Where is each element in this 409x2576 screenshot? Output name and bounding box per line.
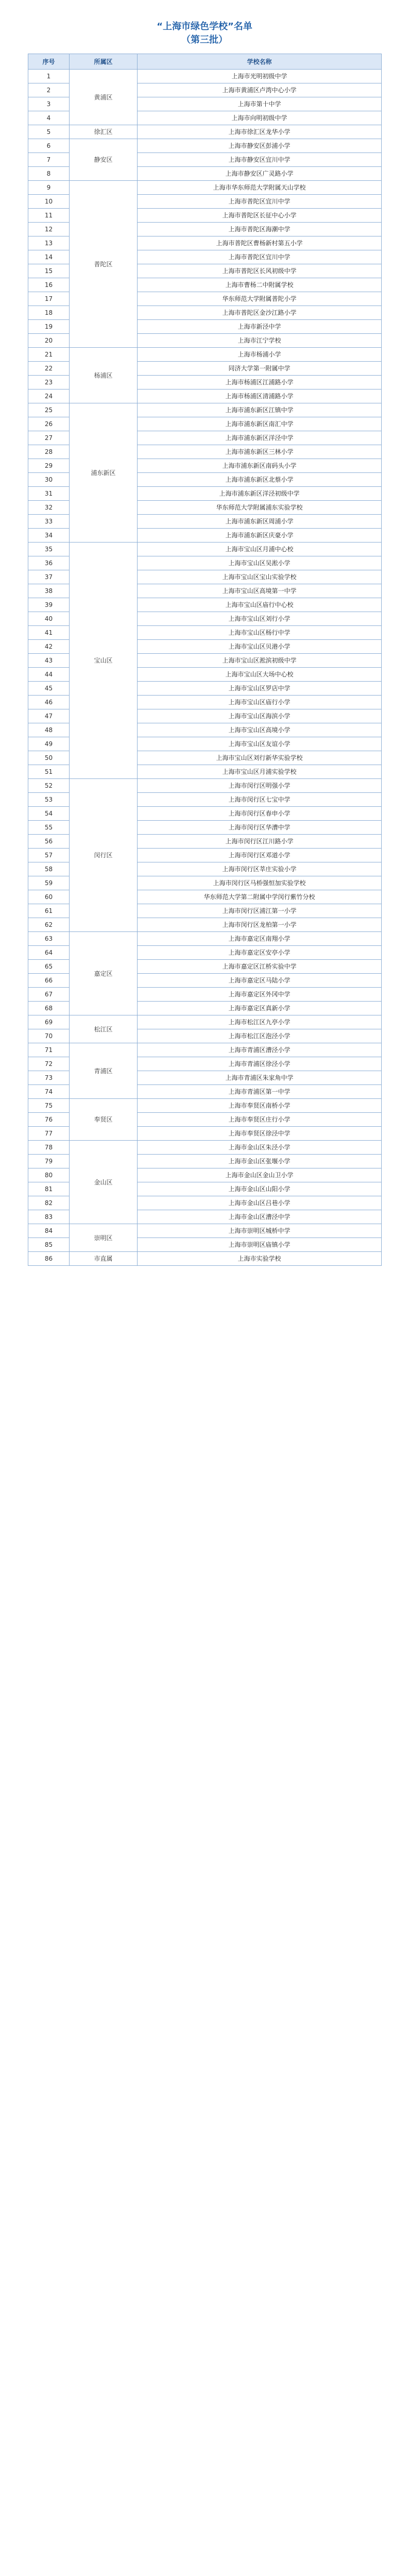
- row-index: 54: [28, 807, 70, 821]
- row-index: 36: [28, 556, 70, 570]
- row-index: 15: [28, 264, 70, 278]
- row-school-name: 上海市宝山区杨行中学: [138, 626, 382, 640]
- row-index: 75: [28, 1099, 70, 1113]
- row-index: 71: [28, 1043, 70, 1057]
- row-school-name: 上海市浦东新区三林小学: [138, 445, 382, 459]
- row-index: 62: [28, 918, 70, 932]
- row-index: 55: [28, 821, 70, 835]
- row-school-name: 上海市浦东新区洋泾中学: [138, 431, 382, 445]
- row-index: 69: [28, 1015, 70, 1029]
- row-school-name: 上海市闵行区邓道小学: [138, 849, 382, 862]
- row-school-name: 上海市宝山区大场中心校: [138, 668, 382, 682]
- row-school-name: 上海市嘉定区江桥实验中学: [138, 960, 382, 974]
- row-school-name: 上海市金山区朱泾小学: [138, 1141, 382, 1155]
- row-index: 49: [28, 737, 70, 751]
- row-district: 杨浦区: [70, 348, 138, 403]
- row-school-name: 上海市普陀区曹杨新村第五小学: [138, 236, 382, 250]
- row-index: 23: [28, 376, 70, 389]
- row-school-name: 上海市普陀区宜川中学: [138, 195, 382, 209]
- table-body: [28, 70, 382, 1266]
- row-district: 崇明区: [70, 1224, 138, 1252]
- row-index: 11: [28, 209, 70, 223]
- row-index: 6: [28, 139, 70, 153]
- row-school-name: 上海市普陀区金沙江路小学: [138, 306, 382, 320]
- row-school-name: 上海市宝山区刘行小学: [138, 612, 382, 626]
- row-school-name: 上海市崇明区城桥中学: [138, 1224, 382, 1238]
- row-index: 31: [28, 487, 70, 501]
- header-school-name: 学校名称: [138, 54, 382, 70]
- row-school-name: 上海市杨浦区清浦路小学: [138, 389, 382, 403]
- row-index: 80: [28, 1168, 70, 1182]
- row-school-name: 上海市静安区广灵路小学: [138, 167, 382, 181]
- row-index: 72: [28, 1057, 70, 1071]
- row-index: 78: [28, 1141, 70, 1155]
- row-index: 17: [28, 292, 70, 306]
- row-school-name: 上海市闵行区马桥强恒加实验学校: [138, 876, 382, 890]
- table-row: [28, 139, 382, 153]
- header-district: 所属区: [70, 54, 138, 70]
- row-school-name: 上海市闵行区明强小学: [138, 779, 382, 793]
- row-school-name: 上海市第十中学: [138, 97, 382, 111]
- row-index: 82: [28, 1196, 70, 1210]
- row-index: 8: [28, 167, 70, 181]
- row-district: 宝山区: [70, 543, 138, 779]
- row-school-name: 上海市宝山区吴淞小学: [138, 556, 382, 570]
- row-school-name: 上海市杨浦区江浦路小学: [138, 376, 382, 389]
- table-row: [28, 1099, 382, 1113]
- table-row: [28, 1015, 382, 1029]
- row-index: 3: [28, 97, 70, 111]
- row-index: 2: [28, 83, 70, 97]
- row-school-name: 上海市普陀区长征中心小学: [138, 209, 382, 223]
- row-index: 67: [28, 988, 70, 1002]
- row-school-name: 上海市华东师范大学附属天山学校: [138, 181, 382, 195]
- row-index: 52: [28, 779, 70, 793]
- row-index: 81: [28, 1182, 70, 1196]
- row-district: 静安区: [70, 139, 138, 181]
- row-index: 66: [28, 974, 70, 988]
- row-school-name: 上海市徐汇区龙华小学: [138, 125, 382, 139]
- row-index: 61: [28, 904, 70, 918]
- row-school-name: 上海市闵行区龙柏第一小学: [138, 918, 382, 932]
- row-index: 37: [28, 570, 70, 584]
- row-index: 41: [28, 626, 70, 640]
- row-index: 85: [28, 1238, 70, 1252]
- table-row: [28, 348, 382, 362]
- row-index: 65: [28, 960, 70, 974]
- row-index: 45: [28, 682, 70, 696]
- row-index: 46: [28, 696, 70, 709]
- row-school-name: 上海市浦东新区江镇中学: [138, 403, 382, 417]
- row-school-name: 上海市闵行区浦江第一小学: [138, 904, 382, 918]
- row-school-name: 上海市闵行区七宝中学: [138, 793, 382, 807]
- row-index: 63: [28, 932, 70, 946]
- row-school-name: 上海市静安区彭浦小学: [138, 139, 382, 153]
- row-school-name: 上海市金山区张堰小学: [138, 1155, 382, 1168]
- table-row: [28, 181, 382, 195]
- row-index: 7: [28, 153, 70, 167]
- row-school-name: 上海市宝山区贝港小学: [138, 640, 382, 654]
- row-school-name: 上海市青浦区漕泾小学: [138, 1043, 382, 1057]
- row-district: 浦东新区: [70, 403, 138, 543]
- row-index: 29: [28, 459, 70, 473]
- row-index: 26: [28, 417, 70, 431]
- table-row: [28, 403, 382, 417]
- row-school-name: 上海市宝山区高境小学: [138, 723, 382, 737]
- row-index: 1: [28, 70, 70, 83]
- row-school-name: 华东师范大学附属浦东实验学校: [138, 501, 382, 515]
- row-index: 4: [28, 111, 70, 125]
- row-school-name: 上海市闵行区莘庄实验小学: [138, 862, 382, 876]
- row-index: 60: [28, 890, 70, 904]
- row-index: 64: [28, 946, 70, 960]
- row-index: 34: [28, 529, 70, 543]
- row-index: 30: [28, 473, 70, 487]
- row-school-name: 上海市嘉定区南翔小学: [138, 932, 382, 946]
- row-school-name: 上海市浦东新区周浦小学: [138, 515, 382, 529]
- row-index: 25: [28, 403, 70, 417]
- document-subtitle: （第三批）: [181, 35, 228, 45]
- row-school-name: 上海市宝山区高境第一中学: [138, 584, 382, 598]
- school-list-table-wrapper: [28, 54, 381, 1266]
- row-school-name: 上海市宝山区淞滨初级中学: [138, 654, 382, 668]
- row-school-name: 上海市黄浦区卢湾中心小学: [138, 83, 382, 97]
- row-index: 43: [28, 654, 70, 668]
- row-school-name: 上海市嘉定区真新小学: [138, 1002, 382, 1015]
- row-school-name: 上海市青浦区徐泾小学: [138, 1057, 382, 1071]
- row-index: 22: [28, 362, 70, 376]
- row-index: 14: [28, 250, 70, 264]
- row-index: 18: [28, 306, 70, 320]
- row-index: 10: [28, 195, 70, 209]
- row-school-name: 上海市浦东新区南汇中学: [138, 417, 382, 431]
- row-school-name: 上海市曹杨二中附属学校: [138, 278, 382, 292]
- row-school-name: 上海市松江区九亭小学: [138, 1015, 382, 1029]
- row-school-name: 上海市嘉定区外冈中学: [138, 988, 382, 1002]
- row-index: 40: [28, 612, 70, 626]
- row-index: 35: [28, 543, 70, 556]
- row-school-name: 上海市奉贤区南桥小学: [138, 1099, 382, 1113]
- row-school-name: 上海市闵行区江川路小学: [138, 835, 382, 849]
- row-school-name: 上海市宝山区海滨小学: [138, 709, 382, 723]
- row-index: 21: [28, 348, 70, 362]
- row-index: 84: [28, 1224, 70, 1238]
- row-index: 27: [28, 431, 70, 445]
- row-school-name: 上海市奉贤区庄行小学: [138, 1113, 382, 1127]
- row-school-name: 上海市宝山区罗店中学: [138, 682, 382, 696]
- row-index: 44: [28, 668, 70, 682]
- row-index: 47: [28, 709, 70, 723]
- table-row: [28, 1141, 382, 1155]
- row-school-name: 上海市普陀区海潮中学: [138, 223, 382, 236]
- row-school-name: 上海市宝山区庙行中心校: [138, 598, 382, 612]
- row-index: 20: [28, 334, 70, 348]
- row-index: 16: [28, 278, 70, 292]
- row-index: 39: [28, 598, 70, 612]
- row-school-name: 华东师范大学附属普陀小学: [138, 292, 382, 306]
- row-school-name: 上海市嘉定区马陆小学: [138, 974, 382, 988]
- row-school-name: 上海市浦东新区北蔡小学: [138, 473, 382, 487]
- row-school-name: 上海市杨浦小学: [138, 348, 382, 362]
- row-index: 42: [28, 640, 70, 654]
- row-index: 79: [28, 1155, 70, 1168]
- row-index: 57: [28, 849, 70, 862]
- table-row: [28, 1224, 382, 1238]
- row-school-name: 上海市闵行区华漕中学: [138, 821, 382, 835]
- row-index: 13: [28, 236, 70, 250]
- row-index: 53: [28, 793, 70, 807]
- row-school-name: 上海市新泾中学: [138, 320, 382, 334]
- table-row: [28, 1252, 382, 1266]
- row-index: 76: [28, 1113, 70, 1127]
- row-index: 38: [28, 584, 70, 598]
- row-school-name: 上海市金山区漕泾中学: [138, 1210, 382, 1224]
- row-district: 市直属: [70, 1252, 138, 1266]
- row-school-name: 上海市宝山区宝山实验学校: [138, 570, 382, 584]
- row-school-name: 上海市普陀区宜川中学: [138, 250, 382, 264]
- row-school-name: 上海市光明初级中学: [138, 70, 382, 83]
- row-index: 50: [28, 751, 70, 765]
- table-row: [28, 543, 382, 556]
- row-school-name: 上海市青浦区朱家角中学: [138, 1071, 382, 1085]
- row-district: 闵行区: [70, 779, 138, 932]
- document-title: “上海市绿色学校”名单: [157, 21, 252, 32]
- row-school-name: 上海市宝山区刘行新华实验学校: [138, 751, 382, 765]
- row-school-name: 同济大学第一附属中学: [138, 362, 382, 376]
- row-school-name: 上海市青浦区第一中学: [138, 1085, 382, 1099]
- row-index: 51: [28, 765, 70, 779]
- row-school-name: 上海市浦东新区洋泾初级中学: [138, 487, 382, 501]
- header-index: 序号: [28, 54, 70, 70]
- row-school-name: 上海市静安区宜川中学: [138, 153, 382, 167]
- row-school-name: 上海市实验学校: [138, 1252, 382, 1266]
- row-school-name: 上海市江宁学校: [138, 334, 382, 348]
- row-index: 48: [28, 723, 70, 737]
- row-school-name: 上海市宝山区月浦中心校: [138, 543, 382, 556]
- row-district: 奉贤区: [70, 1099, 138, 1141]
- row-index: 73: [28, 1071, 70, 1085]
- row-index: 59: [28, 876, 70, 890]
- row-district: 金山区: [70, 1141, 138, 1224]
- row-index: 74: [28, 1085, 70, 1099]
- table-header-row: [28, 54, 382, 70]
- row-index: 12: [28, 223, 70, 236]
- row-school-name: 上海市松江区泡泾小学: [138, 1029, 382, 1043]
- row-school-name: 上海市金山区山阳小学: [138, 1182, 382, 1196]
- row-school-name: 上海市宝山区友谊小学: [138, 737, 382, 751]
- row-school-name: 上海市宝山区庙行小学: [138, 696, 382, 709]
- row-district: 徐汇区: [70, 125, 138, 139]
- table-row: [28, 779, 382, 793]
- row-index: 77: [28, 1127, 70, 1141]
- row-index: 9: [28, 181, 70, 195]
- table-row: [28, 70, 382, 83]
- row-school-name: 上海市金山区金山卫小学: [138, 1168, 382, 1182]
- row-index: 5: [28, 125, 70, 139]
- row-school-name: 上海市崇明区庙镇小学: [138, 1238, 382, 1252]
- row-district: 黄浦区: [70, 70, 138, 125]
- row-index: 56: [28, 835, 70, 849]
- row-index: 83: [28, 1210, 70, 1224]
- row-district: 松江区: [70, 1015, 138, 1043]
- row-index: 68: [28, 1002, 70, 1015]
- row-index: 24: [28, 389, 70, 403]
- row-school-name: 上海市奉贤区徐泾中学: [138, 1127, 382, 1141]
- table-row: [28, 125, 382, 139]
- row-district: 青浦区: [70, 1043, 138, 1099]
- row-index: 32: [28, 501, 70, 515]
- row-index: 33: [28, 515, 70, 529]
- row-school-name: 上海市金山区吕巷小学: [138, 1196, 382, 1210]
- table-row: [28, 932, 382, 946]
- row-index: 28: [28, 445, 70, 459]
- row-school-name: 华东师范大学第二附属中学闵行紫竹分校: [138, 890, 382, 904]
- row-district: 普陀区: [70, 181, 138, 348]
- row-index: 70: [28, 1029, 70, 1043]
- row-index: 19: [28, 320, 70, 334]
- school-list-table: [28, 54, 382, 1266]
- row-school-name: 上海市宝山区月浦实验学校: [138, 765, 382, 779]
- row-school-name: 上海市普陀区长风初级中学: [138, 264, 382, 278]
- row-school-name: 上海市闵行区春申小学: [138, 807, 382, 821]
- row-school-name: 上海市浦东新区庆豪小学: [138, 529, 382, 543]
- row-school-name: 上海市浦东新区南码头小学: [138, 459, 382, 473]
- table-row: [28, 1043, 382, 1057]
- row-index: 58: [28, 862, 70, 876]
- row-district: 嘉定区: [70, 932, 138, 1015]
- row-school-name: 上海市嘉定区安亭小学: [138, 946, 382, 960]
- row-school-name: 上海市向明初级中学: [138, 111, 382, 125]
- row-index: 86: [28, 1252, 70, 1266]
